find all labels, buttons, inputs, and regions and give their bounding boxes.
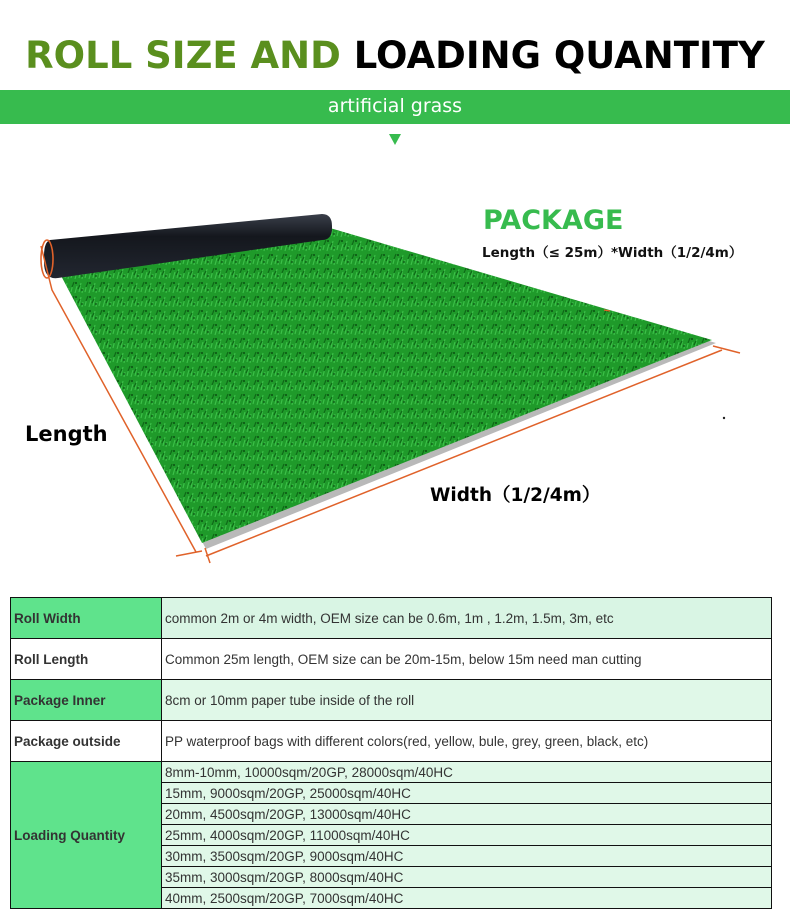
length-label: Length — [25, 422, 108, 446]
specification-table — [10, 597, 772, 909]
grass-surface — [58, 228, 712, 543]
title-green-part: ROLL SIZE AND — [25, 34, 341, 77]
page-title — [0, 33, 790, 79]
loading-value: 20mm, 4500sqm/20GP, 13000sqm/40HC — [162, 804, 772, 825]
table-row — [11, 721, 772, 762]
loading-value: 30mm, 3500sqm/20GP, 9000sqm/40HC — [162, 846, 772, 867]
package-title: PACKAGE — [483, 205, 624, 236]
row-key-loading-quantity: Loading Quantity — [11, 762, 162, 909]
loading-value: 8mm-10mm, 10000sqm/20GP, 28000sqm/40HC — [162, 762, 772, 783]
loading-value: 35mm, 3000sqm/20GP, 8000sqm/40HC — [162, 867, 772, 888]
triangle-down-icon — [389, 134, 401, 145]
width-label: Width（1/2/4m） — [430, 485, 601, 506]
row-value-package-inner: 8cm or 10mm paper tube inside of the roll — [162, 680, 772, 721]
loading-value: 15mm, 9000sqm/20GP, 25000sqm/40HC — [162, 783, 772, 804]
row-key-package-inner: Package Inner — [11, 680, 162, 721]
table-row — [11, 680, 772, 721]
table-row — [11, 598, 772, 639]
row-value-roll-width: common 2m or 4m width, OEM size can be 0.6m, 1m , 1.2m, 1.5m, 3m, etc — [162, 598, 772, 639]
loading-value: 40mm, 2500sqm/20GP, 7000sqm/40HC — [162, 888, 772, 909]
row-key-package-outside: Package outside — [11, 721, 162, 762]
loading-value: 25mm, 4000sqm/20GP, 11000sqm/40HC — [162, 825, 772, 846]
row-key-roll-length: Roll Length — [11, 639, 162, 680]
table-row — [11, 762, 772, 783]
subtitle-banner: artificial grass — [0, 90, 790, 124]
package-dimensions: Length（≤ 25m）*Width（1/2/4m） — [482, 245, 743, 261]
table-row — [11, 639, 772, 680]
row-value-package-outside: PP waterproof bags with different colors(red, yellow, bule, grey, green, black, etc) — [162, 721, 772, 762]
row-key-roll-width: Roll Width — [11, 598, 162, 639]
title-black-part: LOADING QUANTITY — [353, 34, 765, 77]
row-value-roll-length: Common 25m length, OEM size can be 20m-15m, below 15m need man cutting — [162, 639, 772, 680]
